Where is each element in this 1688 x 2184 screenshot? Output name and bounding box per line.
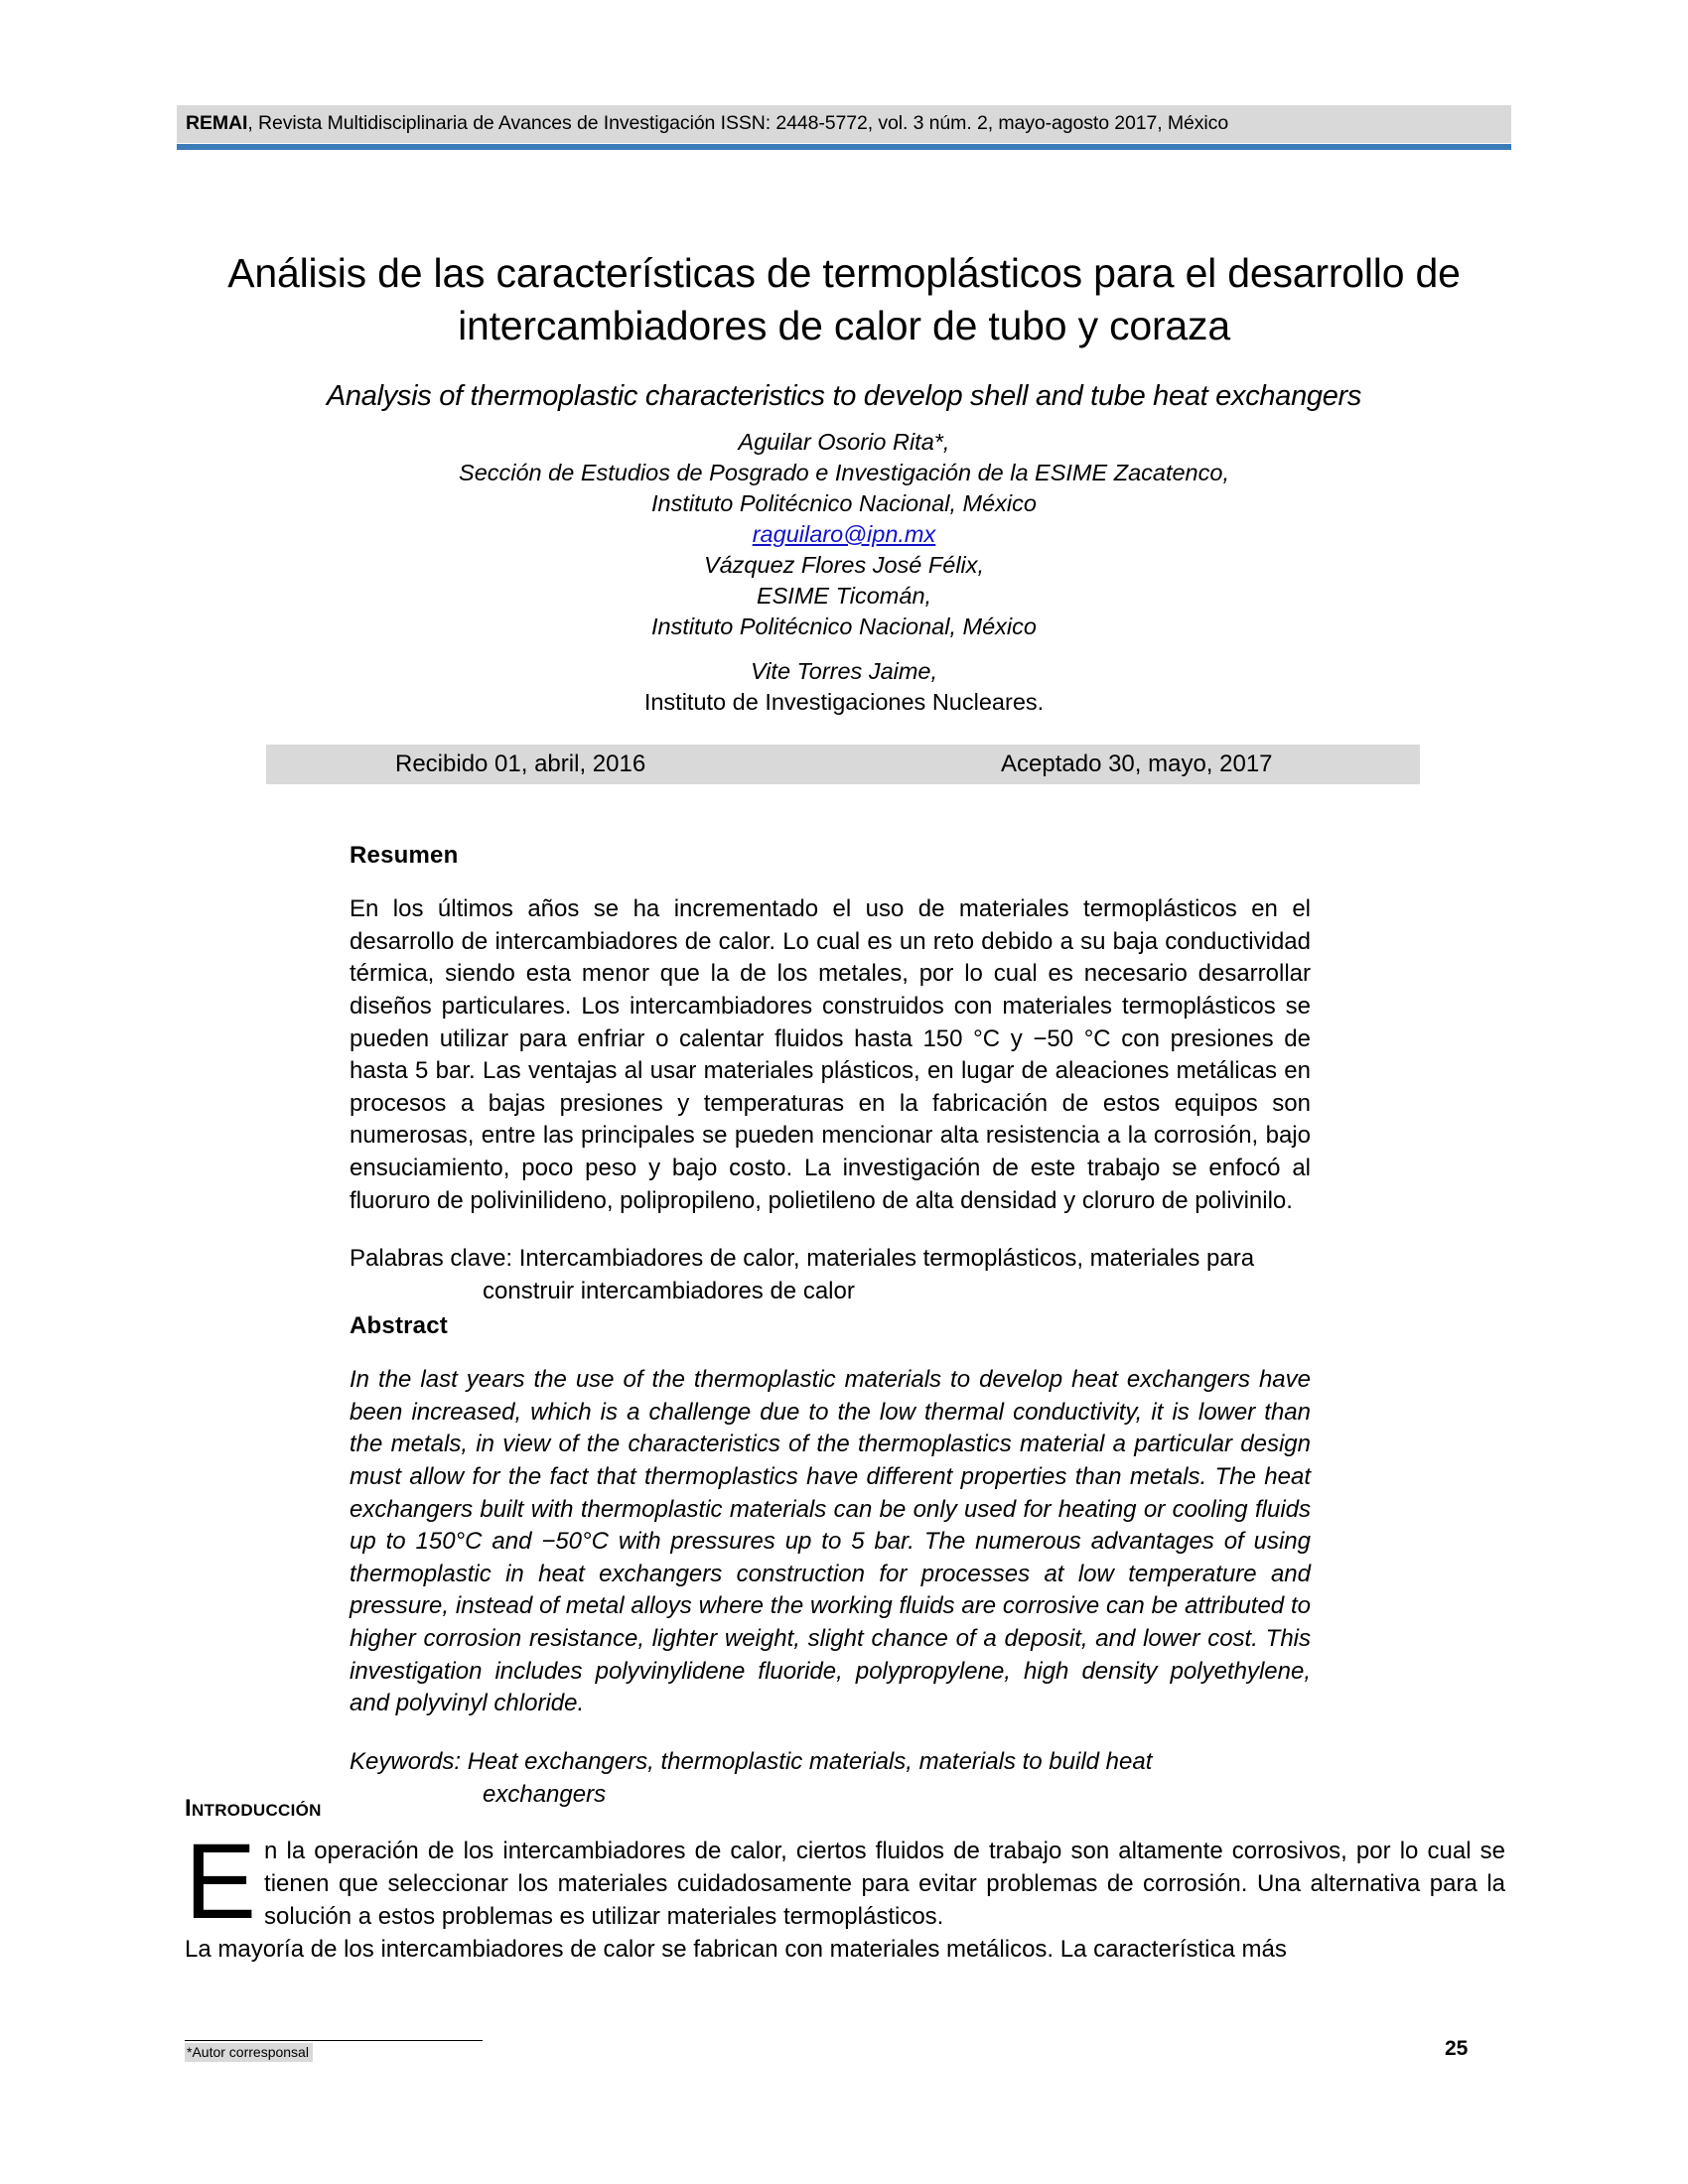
resumen-paragraph: En los últimos años se ha incrementado el uso de materiales termoplásticos en el desarrollo de intercambiadores de calor. Lo cual es un reto debido a su baja conductividad térmica, siendo esta menor que la de los metales, por lo cual es necesario desarrollar diseños particulares. Los intercambiadores construidos con materiales termoplásticos se pueden utilizar para enfriar o calentar fluidos hasta 150 °C y −50 °C con presiones de hasta 5 bar. Las ventajas al usar materiales plásticos, en lugar de aleaciones metálicas en procesos a bajas presiones y temperaturas en la fabricación de estos equipos son numerosas, entre las principales se pueden mencionar alta resistencia a la corrosión, bajo ensuciamiento, poco peso y bajo costo. La investigación de este trabajo se enfocó al fluoruro de polivinilideno, polipropileno, polietileno de alta densidad y cloruro de polivinilo.: [350, 895, 1311, 1214]
abstract-keywords: [350, 1746, 1311, 1811]
author-name-2: Vázquez Flores José Félix,: [703, 552, 985, 579]
article-title-en: Analysis of thermoplastic characteristics to develop shell and tube heat exchangers: [326, 380, 1362, 412]
abstract-section: [350, 1312, 1311, 1811]
resumen-section: [350, 842, 1311, 1308]
author-email-link[interactable]: raguilaro@ipn.mx: [752, 521, 936, 548]
corresponding-author-note: *Autor corresponsal: [185, 2043, 313, 2062]
received-date: Recibido 01, abril, 2016: [395, 751, 646, 777]
footnote-rule: [185, 2040, 483, 2041]
journal-abbreviation: REMAI: [186, 112, 248, 135]
abstract-heading: Abstract: [350, 1312, 448, 1339]
running-header-text: [177, 114, 1228, 134]
resumen-keywords-label: Palabras clave:: [350, 1245, 513, 1273]
accepted-date: Aceptado 30, mayo, 2017: [1001, 751, 1273, 777]
resumen-heading: Resumen: [350, 842, 459, 869]
abstract-keywords-line1: Heat exchangers, thermoplastic materials, materials to build heat: [461, 1747, 1153, 1775]
introduction-paragraph-indented: n la operación de los intercambiadores de calor, ciertos fluidos de trabajo son altamente corrosivos, por lo cual se tienen que seleccionar los materiales cuidadosamente para evitar problemas de corrosión. Una alternativa para la solución a estos problemas es utilizar materiales termoplásticos.: [264, 1838, 1505, 1931]
author-block: [248, 427, 1440, 718]
abstract-keywords-label: Keywords:: [350, 1747, 462, 1775]
abstract-paragraph: In the last years the use of the thermoplastic materials to develop heat exchangers have been increased, which is a challenge due to the low thermal conductivity, it is lower than the metals, in view of the characteristics of the thermoplastics material a particular design must allow for the fact that thermoplastics have different properties than metals. The heat exchangers built with thermoplastic materials can be only used for heating or cooling fluids up to 150°C and −50°C with pressures up to 5 bar. The numerous advantages of using thermoplastic in heat exchangers construction for processes at low temperature and pressure, instead of metal alloys where the working fluids are corrosive can be attributed to higher corrosion resistance, lighter weight, slight chance of a deposit, and lower cost. This investigation includes polyvinylidene fluoride, polypropylene, high density polyethylene, and polyvinyl chloride.: [350, 1366, 1311, 1717]
resumen-keywords: [350, 1243, 1311, 1307]
page-number: 25: [1445, 2037, 1469, 2060]
resumen-keywords-line2: construir intercambiadores de calor: [483, 1277, 855, 1304]
author-email-line: [248, 519, 1440, 550]
author-name-1: Aguilar Osorio Rita*,: [738, 429, 950, 455]
running-header-band: [177, 105, 1511, 143]
introduction-heading: Introducción: [185, 1795, 322, 1822]
introduction-dropcap: E: [185, 1821, 257, 1941]
header-blue-rule: [177, 144, 1511, 150]
introduction-paragraph-rest: La mayoría de los intercambiadores de calor se fabrican con materiales metálicos. La característica más: [185, 1936, 1287, 1964]
author-affiliation-2b: Instituto Politécnico Nacional, México: [651, 614, 1037, 640]
author-affiliation-2a: ESIME Ticomán,: [756, 583, 932, 610]
author-affiliation-1b: Instituto Politécnico Nacional, México: [651, 490, 1037, 517]
resumen-keywords-line1: Intercambiadores de calor, materiales termoplásticos, materiales para: [512, 1245, 1255, 1273]
author-name-3: Vite Torres Jaime,: [750, 658, 938, 685]
journal-citation-line: , Revista Multidisciplinaria de Avances de Investigación ISSN: 2448-5772, vol. 3 núm. 2, mayo-agosto 2017, México: [247, 112, 1229, 135]
author-affiliation-1a: Sección de Estudios de Posgrado e Investigación de la ESIME Zacatenco,: [459, 460, 1229, 486]
introduction-body: [185, 1821, 1505, 1966]
dates-band: [266, 745, 1420, 784]
author-affiliation-3a: Instituto de Investigaciones Nucleares.: [643, 689, 1045, 716]
abstract-keywords-line2: exchangers: [483, 1780, 607, 1808]
article-title-es: Análisis de las características de termoplásticos para el desarrollo de intercambiadores de calor de tubo y coraza: [227, 250, 1461, 348]
